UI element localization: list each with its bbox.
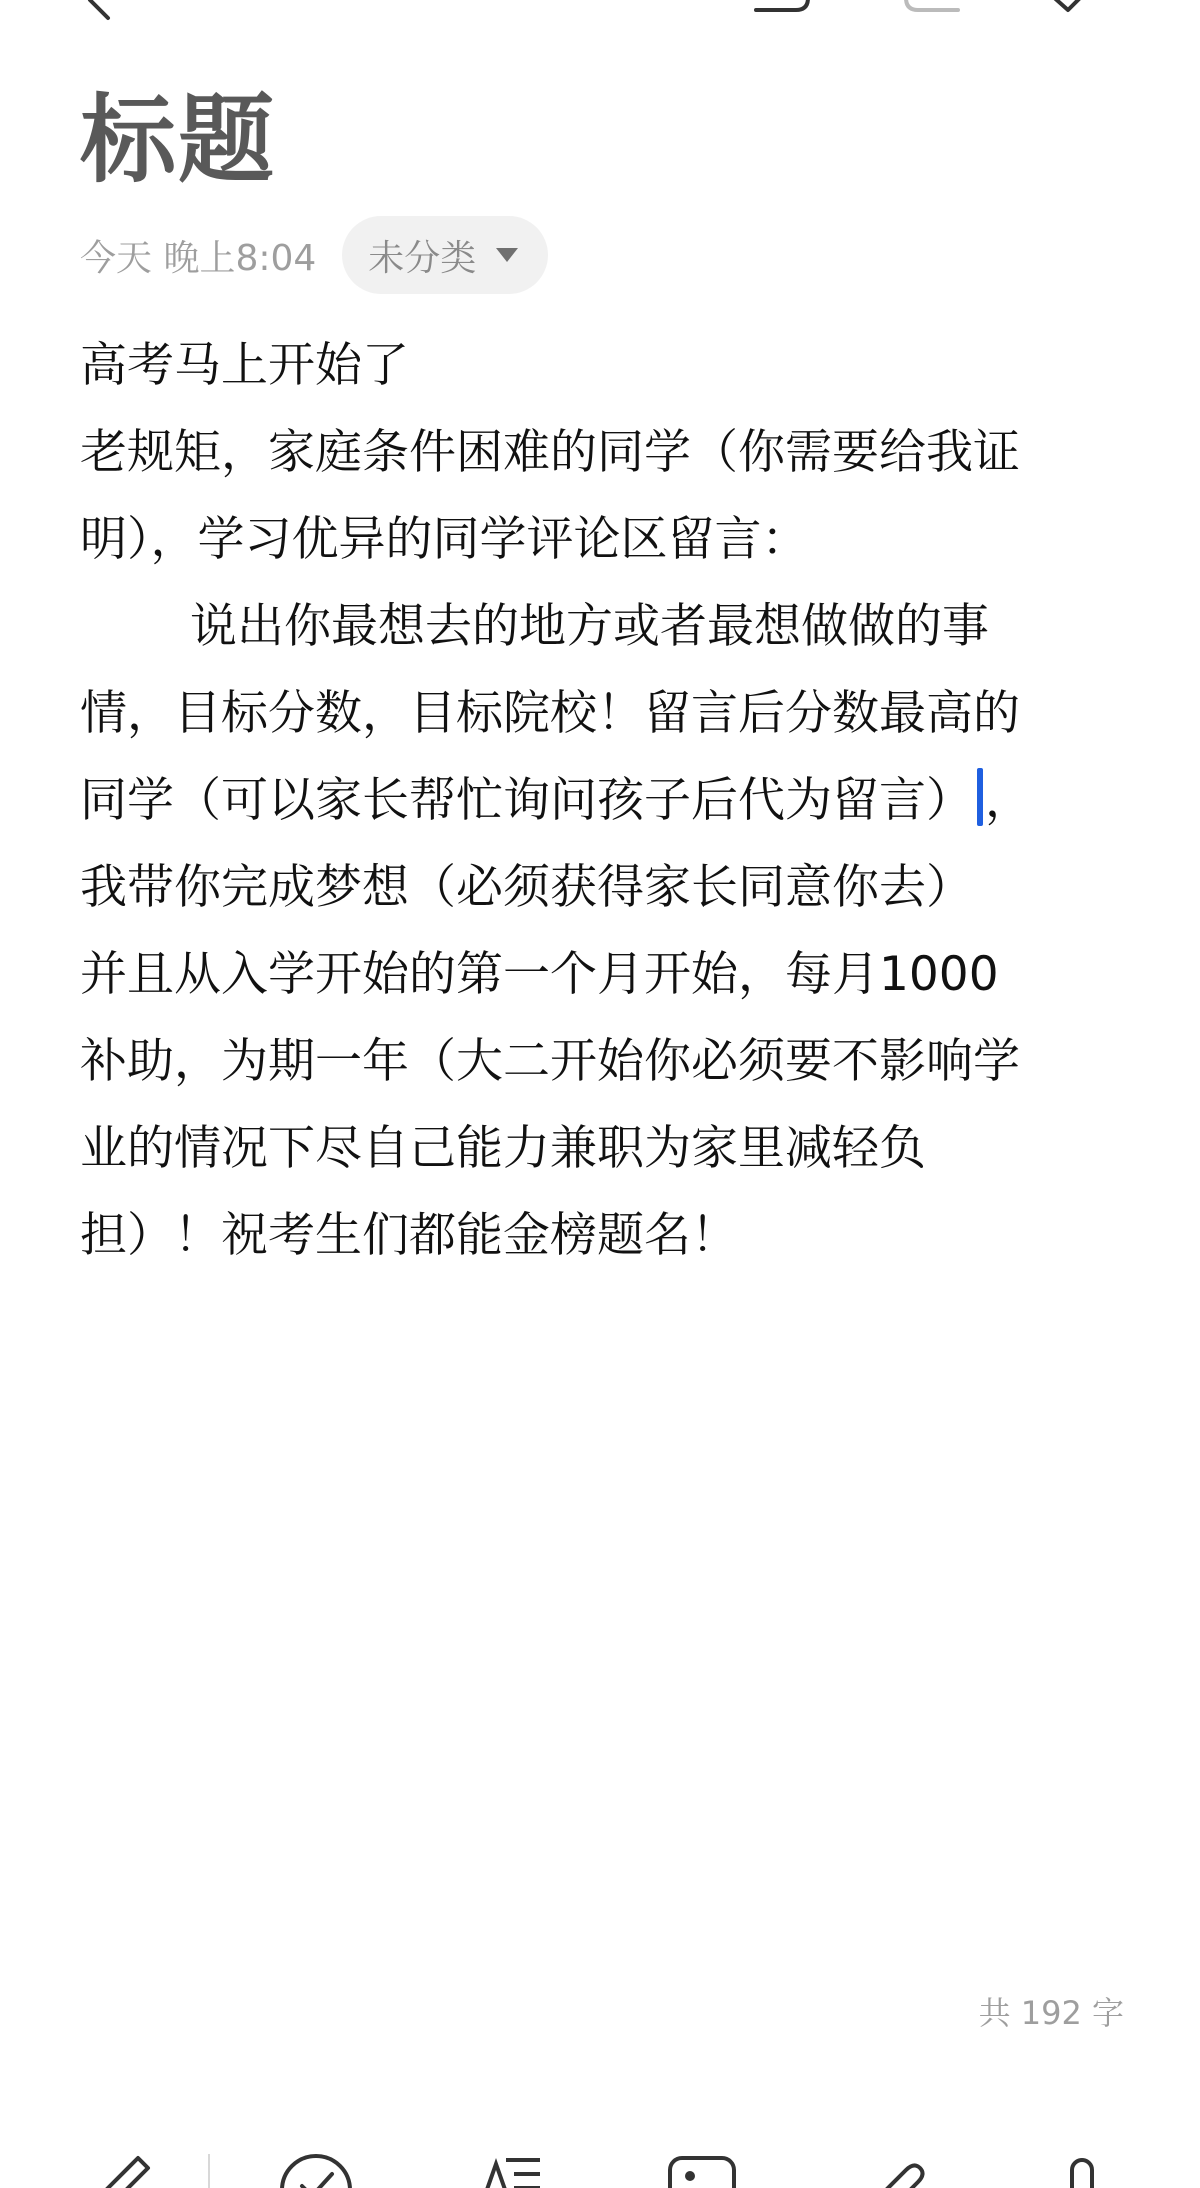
- body-line: 担）！祝考生们都能金榜题名！: [80, 1208, 738, 1263]
- bottom-toolbar: [0, 2140, 1200, 2188]
- body-line-with-cursor: [80, 757, 1130, 844]
- top-toolbar: [0, 0, 1200, 40]
- text-style-icon[interactable]: [472, 2150, 552, 2188]
- undo-icon[interactable]: [742, 0, 822, 20]
- body-line: 说出你最想去的地方或者最想做做的事: [190, 599, 989, 654]
- image-icon[interactable]: [662, 2150, 742, 2188]
- body-line: 高考马上开始了: [80, 338, 409, 393]
- body-line: 补助，为期一年（大二开始你必须要不影响学: [80, 1034, 1020, 1089]
- checklist-icon[interactable]: [276, 2150, 356, 2188]
- body-line: 我带你完成梦想（必须获得家长同意你去）: [80, 860, 973, 915]
- brush-icon[interactable]: [92, 2150, 156, 2188]
- back-icon[interactable]: [78, 0, 126, 28]
- note-meta: [80, 216, 548, 294]
- body-line: 业的情况下尽自己能力兼职为家里减轻负: [80, 1121, 926, 1176]
- toolbar-divider: [208, 2154, 210, 2188]
- word-count: 共 192 字: [978, 1994, 1124, 2032]
- note-body[interactable]: [80, 322, 1130, 1279]
- text-cursor: [977, 768, 983, 826]
- paperclip-icon[interactable]: [856, 2150, 936, 2188]
- category-label: 未分类: [368, 237, 477, 279]
- body-line-text: 同学（可以家长帮忙询问孩子后代为留言）: [80, 773, 973, 828]
- body-line-text: ，: [985, 773, 1032, 828]
- note-timestamp: 今天 晚上8:04: [80, 237, 317, 279]
- body-line: 老规矩，家庭条件困难的同学（你需要给我证: [80, 425, 1020, 480]
- body-line: 情，目标分数，目标院校！留言后分数最高的: [80, 686, 1020, 741]
- microphone-icon[interactable]: [1050, 2150, 1114, 2188]
- note-title[interactable]: 标题: [80, 84, 276, 196]
- category-dropdown[interactable]: [342, 216, 548, 294]
- body-line: 明），学习优异的同学评论区留言：: [80, 512, 809, 567]
- more-icon[interactable]: [1040, 0, 1104, 20]
- body-line: 并且从入学开始的第一个月开始，每月1000: [80, 947, 999, 1002]
- redo-icon[interactable]: [892, 0, 972, 20]
- chevron-down-icon: [496, 248, 518, 262]
